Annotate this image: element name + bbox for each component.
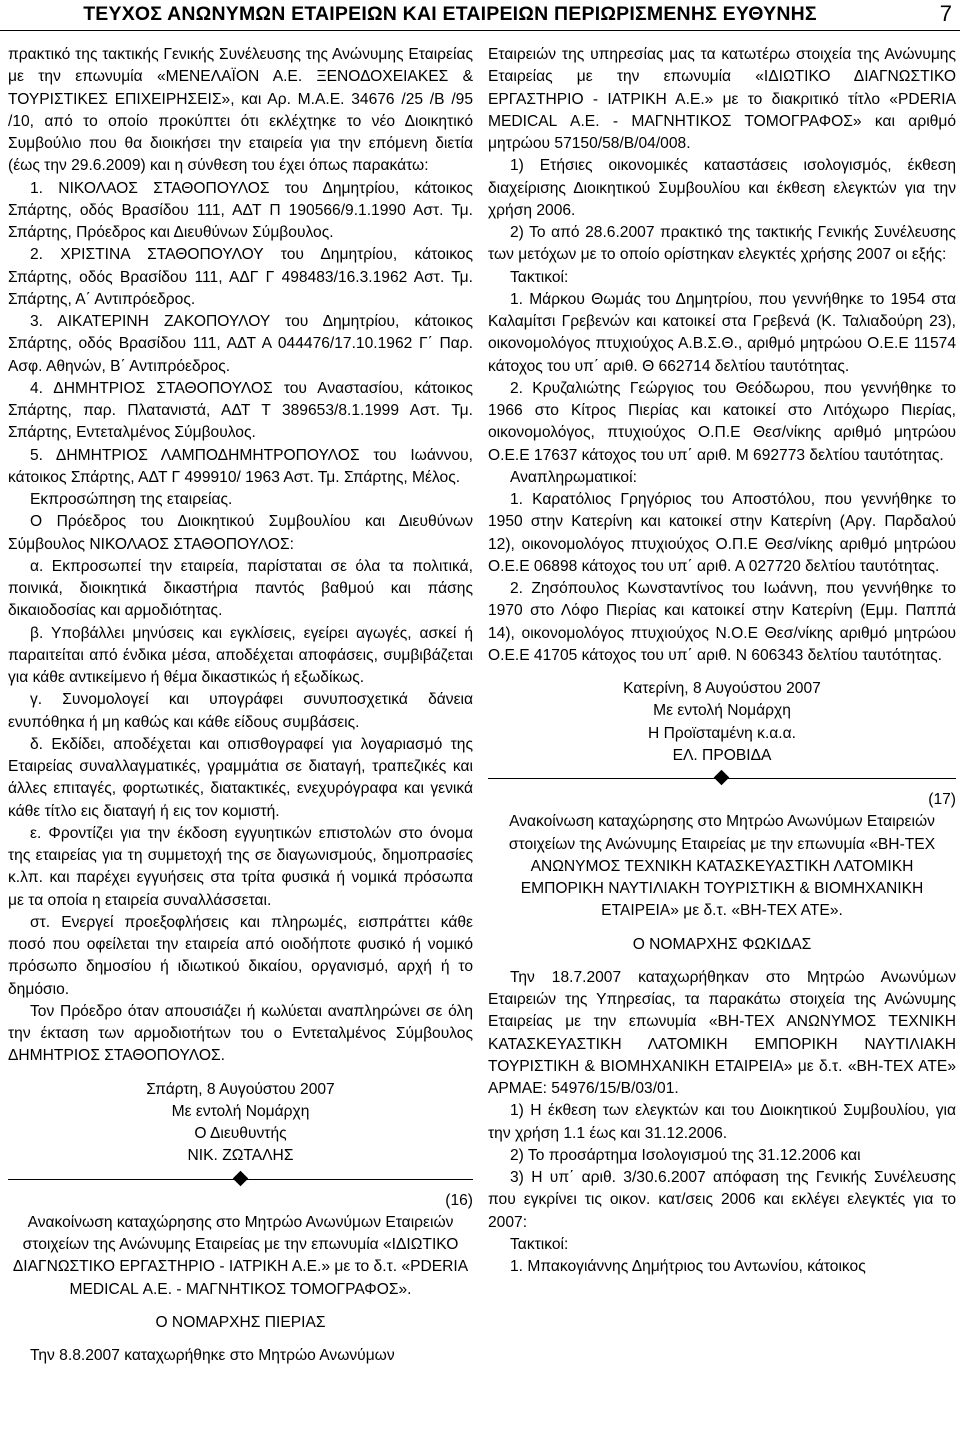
substitute-auditor-1: 1. Καρατόλιος Γρηγόριος του Αποστόλου, που γεννήθηκε το 1950 στην Κατερίνη και κατοικεί στην Κατερίνη (Αργ. Παρδαλού 12), οικονομολόγος πτυχιούχος Ο.Π.Ε Θεσ/νίκης αριθμό μητρώου Ο.Ε.Ε 06898 κάτοχος του υπ΄ αριθ. Α 027720 δελτίου ταυτότητας. — [488, 491, 956, 575]
board-member-5: 5. ΔΗΜΗΤΡΙΟΣ ΛΑΜΠΟΔΗΜΗΤΡΟΠΟΥΛΟΣ του Ιωάννου, κάτοικος Σπάρτης, ΑΔΤ Γ 499910/ 1963 Αστ. Τμ. Σπάρτης, Μέλος. — [8, 446, 473, 486]
regular-auditors-label-2: Τακτικοί: — [510, 1235, 569, 1253]
notice-17-title: Ανακοίνωση καταχώρησης στο Μητρώο Ανωνύμων Εταιρειών στοιχείων της Ανώνυμης Εταιρείας με την επωνυμία «ΒΗ-ΤΕΧ ΑΝΩΝΥΜΟΣ ΤΕΧΝΙΚΗ ΚΑΤΑΣΚΕΥΑΣΤΙΚΗ ΛΑΤΟΜΙΚΗ ΕΜΠΟΡΙΚΗ ΝΑΥΤΙΛΙΑΚΗ ΤΟΥΡΙΣΤΙΚΗ & ΒΙΟΜΗΧΑΝΙΚΗ ΕΤΑΙΡΕΙΑ» με δ.τ. «ΒΗ-ΤΕΧ ΑΤΕ». — [508, 813, 936, 920]
notice-17-item-3: 3) Η υπ΄ αριθ. 3/30.6.2007 απόφαση της Γενικής Συνέλευσης που εγκρίνει τις οικον. κατ/σεις 2006 και εκλέγει ελεγκτές για το 2007: — [488, 1169, 956, 1231]
board-member-3: 3. ΑΙΚΑΤΕΡΙΝΗ ΖΑΚΟΠΟΥΛΟΥ του Δημητρίου, κάτοικος Σπάρτης, οδός Βρασίδου 111, ΑΔΤ Α 044476/17.10.1962 Γ΄ Παρ. Ασφ. Αθηνών, Β΄ Αντιπρόεδρος. — [8, 313, 473, 375]
signature-role-2: Η Προϊσταμένη κ.α.α. — [647, 724, 796, 742]
signature-role: Ο Διευθυντής — [194, 1125, 287, 1142]
board-member-1: 1. ΝΙΚΟΛΑΟΣ ΣΤΑΘΟΠΟΥΛΟΣ του Δημητρίου, κάτοικος Σπάρτης, οδός Βρασίδου 111, ΑΔΤ Π 190566/9.1.1990 Αστ. Τμ. Σπάρτης, Πρόεδρος και Διευθύνων Σύμβουλος. — [8, 179, 473, 241]
notice-16-item-1: 1) Ετήσιες οικονομικές καταστάσεις ισολογισμός, έκθεση διαχείρισης Διοικητικού Συμβουλίου και έκθεση ελεγκτών για την χρήση 2006. — [488, 157, 956, 219]
page-header — [0, 0, 960, 31]
intro-paragraph: πρακτικό της τακτικής Γενικής Συνέλευσης της Ανώνυμης Εταιρείας με την επωνυμία «ΜΕΝΕΛΑΪΟΝ Α.Ε. ΞΕΝΟΔΟΧΕΙΑΚΕΣ & ΤΟΥΡΙΣΤΙΚΕΣ ΕΠΙΧΕΙΡΗΣΕΙΣ», και Αρ. Μ.Α.Ε. 34676 /25 /Β /95 /10, από το οποίο προκύπτει ότι εκλέχτηκε το νέο Διοικητικό Συμβούλιο που θα διοικήσει την εταιρεία για την επόμενη διετία (έως την 29.6.2009) και η σύνθεση του έχει όπως παρακάτω: — [8, 46, 473, 175]
regular-auditor-2: 2. Κρυζαλιώτης Γεώργιος του Θεόδωρου, που γεννήθηκε το 1966 στο Κίτρος Πιερίας και κατοικεί στο Λιτόχωρο Πιερίας, οικονομολόγος, πτυχιούχος Ο.Π.Ε Θεσ/νίκης αριθμό μητρώου Ο.Ε.Ε 17637 κάτοχος του υπ΄ αριθ. Μ 692773 δελτίου ταυτότητας. — [488, 379, 956, 464]
section-divider-2 — [488, 767, 956, 789]
regular-auditors-label: Τακτικοί: — [510, 268, 569, 286]
left-column — [8, 44, 473, 1367]
notice-16-authority: Ο ΝΟΜΑΡΧΗΣ ΠΙΕΡΙΑΣ — [155, 1313, 326, 1331]
substitute-auditor-2: 2. Ζησόπουλος Κωνσταντίνος του Ιωάννη, που γεννήθηκε το 1970 στο Λόφο Πιερίας και κατοικεί στην Κατερίνη (Εμμ. Παππά 14), οικονομολόγος πτυχιούχος Ν.Ο.Ε Θεσ/νίκης αριθμό μητρώου Ο.Ε.Ε 41705 κάτοχος του υπ΄ αριθ. Ν 606343 δελτίου ταυτότητας. — [488, 580, 956, 664]
power-d: δ. Εκδίδει, αποδέχεται και οπισθογραφεί για λογαριασμό της Εταιρείας συναλλαγματικές, γραμμάτια σε διαταγή, τραπεζικές και άλλες επιταγές, φορτωτικές, διατακτικές, ενεχυρόγραφα και γενικά κάθε τίτλο εις διαταγή ή εις τον κομιστή. — [8, 735, 473, 820]
diamond-icon — [232, 1170, 248, 1186]
notice-number-16: (16) — [445, 1191, 473, 1209]
notice-17-item-2: 2) Το προσάρτημα Ισολογισμού της 31.12.2006 και — [510, 1146, 861, 1164]
notice-17-body: Την 18.7.2007 καταχωρήθηκαν στο Μητρώο Ανωνύμων Εταιρειών της Υπηρεσίας, τα παρακάτω στοιχεία της Ανώνυμης Εταιρείας με την επωνυμία «ΒΗ-ΤΕΧ ΑΝΩΝΥΜΟΣ ΤΕΧΝΙΚΗ ΚΑΤΑΣΚΕΥΑΣΤΙΚΗ ΛΑΤΟΜΙΚΗ ΕΜΠΟΡΙΚΗ ΝΑΥΤΙΛΙΑΚΗ ΤΟΥΡΙΣΤΙΚΗ & ΒΙΟΜΗΧΑΝΙΚΗ ΕΤΑΙΡΕΙΑ» με δ.τ. «ΒΗ-ΤΕΧ ΑΤΕ» ΑΡΜΑΕ: 54976/15/Β/03/01. — [488, 968, 956, 1097]
notice-16-item-2: 2) Το από 28.6.2007 πρακτικό της τακτικής Γενικής Συνέλευσης των μετόχων με το οποίο ορίστηκαν ελεγκτές χρήσης 2007 οι εξής: — [488, 224, 956, 264]
regular-auditor-1: 1. Μάρκου Θωμάς του Δημητρίου, που γεννήθηκε το 1954 στα Καλαμίτσι Γρεβενών και κατοικεί στα Γρεβενά (Κ. Ταλιαδούρη 23), οικονομολόγος πτυχιούχος Α.Β.Σ.Θ., αριθμό μητρώου Ο.Ε.Ε 11574 κάτοχος του υπ΄ αριθ. Θ 662714 δελτίου ταυτότητας. — [488, 290, 956, 375]
notice-17-item-1: 1) Η έκθεση των ελεγκτών και του Διοικητικού Συμβουλίου, για την χρήση 1.1 έως και 31.12.2006. — [488, 1102, 956, 1142]
right-column — [488, 44, 956, 1278]
substitute-auditors-label: Αναπληρωματικοί: — [510, 468, 637, 486]
notice-16-title: Ανακοίνωση καταχώρησης στο Μητρώο Ανωνύμων Εταιρειών στοιχείων της Ανώνυμης Εταιρείας με την επωνυμία «ΙΔΙΩΤΙΚΟ ΔΙΑΓΝΩΣΤΙΚΟ ΕΡΓΑΣΤΗΡΙΟ - ΙΑΤΡΙΚΗ Α.Ε.» με το δ.τ. «PDERIA MEDICAL Α.Ε. - ΜΑΓΝΗΤΙΚΟΣ ΤΟΜΟΓΡΑΦΟΣ». — [12, 1213, 469, 1298]
representation-intro: Ο Πρόεδρος του Διοικητικού Συμβουλίου και Διευθύνων Σύμβουλος ΝΙΚΟΛΑΟΣ ΣΤΑΘΟΠΟΥΛΟΣ: — [8, 513, 473, 553]
signature-name-2: ΕΛ. ΠΡΟΒΙΔΑ — [672, 746, 772, 764]
diamond-icon — [714, 770, 730, 786]
signature-authority: Με εντολή Νομάρχη — [171, 1102, 310, 1120]
board-member-2: 2. ΧΡΙΣΤΙΝΑ ΣΤΑΘΟΠΟΥΛΟΥ του Δημητρίου, κάτοικος Σπάρτης, οδός Βρασίδου 111, ΑΔΓ Γ 498483/16.3.1962 Αστ. Τμ. Σπάρτης, Α΄ Αντιπρόεδρος. — [8, 246, 473, 308]
power-a: α. Εκπροσωπεί την εταιρεία, παρίσταται σε όλα τα πολιτικά, ποινικά, διοικητικά δικαστήρια παντός βαθμού και πάσης δικαιοδοσίας και αρμοδιότητας. — [8, 557, 473, 620]
page-number: 7 — [939, 1, 952, 26]
substitution-paragraph: Τον Πρόεδρο όταν απουσιάζει ή κωλύεται αναπληρώνει σε όλη την έκταση των αρμοδιοτήτων του ο Εντεταλμένος Σύμβουλος ΔΗΜΗΤΡΙΟΣ ΣΤΑΘΟΠΟΥΛΟΣ. — [8, 1002, 473, 1065]
power-b: β. Υποβάλλει μηνύσεις και εγκλίσεις, εγείρει αγωγές, ασκεί ή παραιτείται από ένδικα μέσα, αποδέχεται αποφάσεις, συμβιβάζεται για κάθε αντικείμενο ή θέμα δικαστικώς ή εξωδίκως. — [8, 624, 473, 686]
section-divider — [8, 1168, 473, 1190]
power-e: ε. Φροντίζει για την έκδοση εγγυητικών επιστολών στο όνομα της εταιρείας για τη συμμετοχή της σε διαγωνισμούς, δημοπρασίες κ.λπ. και παρέχει εγγυήσεις στα τρίτα φυσικά ή νομικά πρόσωπα με τα οποία η εταιρεία συναλλάσσεται. — [8, 824, 473, 909]
header-title: ΤΕΥΧΟΣ ΑΝΩΝΥΜΩΝ ΕΤΑΙΡΕΙΩΝ ΚΑΙ ΕΤΑΙΡΕΙΩΝ ΠΕΡΙΩΡΙΣΜΕΝΗΣ ΕΥΘΥΝΗΣ — [83, 3, 817, 25]
power-g: γ. Συνομολογεί και υπογράφει συνυποσχετικά δάνεια ενυπόθηκα ή μη καθώς και κάθε είδους συμβάσεις. — [8, 691, 473, 731]
regular-auditor-start: 1. Μπακογιάννης Δημήτριος του Αντωνίου, κάτοικος — [510, 1258, 866, 1275]
signature-name: ΝΙΚ. ΖΩΤΑΛΗΣ — [187, 1147, 294, 1165]
signature-place-date: Σπάρτη, 8 Αυγούστου 2007 — [146, 1080, 335, 1098]
signature-place-date-2: Κατερίνη, 8 Αυγούστου 2007 — [623, 680, 821, 697]
notice-number-17: (17) — [928, 791, 956, 808]
notice-16-body-continued: Εταιρειών της υπηρεσίας μας τα κατωτέρω στοιχεία της Ανώνυμης Εταιρείας με την επωνυμία «ΙΔΙΩΤΙΚΟ ΔΙΑΓΝΩΣΤΙΚΟ ΕΡΓΑΣΤΗΡΙΟ - ΙΑΤΡΙΚΗ Α.Ε.» με το διακριτικό τίτλο «PDERIA MEDICAL Α.Ε. - ΜΑΓΝΗΤΙΚΟΣ ΤΟΜΟΓΡΑΦΟΣ» και αριθμό μητρώου 57150/58/Β/04/008. — [488, 46, 956, 152]
notice-17-authority: Ο ΝΟΜΑΡΧΗΣ ΦΩΚΙΔΑΣ — [632, 935, 812, 953]
board-member-4: 4. ΔΗΜΗΤΡΙΟΣ ΣΤΑΘΟΠΟΥΛΟΣ του Αναστασίου, κάτοικος Σπάρτης, παρ. Πλατανιστά, ΑΔΤ Τ 389653/8.1.1999 Αστ. Τμ. Σπάρτης, Εντεταλμένος Σύμβουλος. — [8, 379, 473, 442]
notice-16-body-start: Την 8.8.2007 καταχωρήθηκε στο Μητρώο Ανωνύμων — [30, 1347, 395, 1364]
signature-authority-2: Με εντολή Νομάρχη — [653, 702, 791, 720]
representation-heading: Εκπροσώπηση της εταιρείας. — [30, 491, 233, 508]
power-st: στ. Ενεργεί προεξοφλήσεις και πληρωμές, εισπράττει κάθε ποσό που οφείλεται την εταιρεία από οιοδήποτε φυσικό ή νομικό πρόσωπο δημοσίου ή ιδιωτικού δικαίου, οργανισμό, αρχή ή το δημόσιο. — [8, 913, 473, 998]
